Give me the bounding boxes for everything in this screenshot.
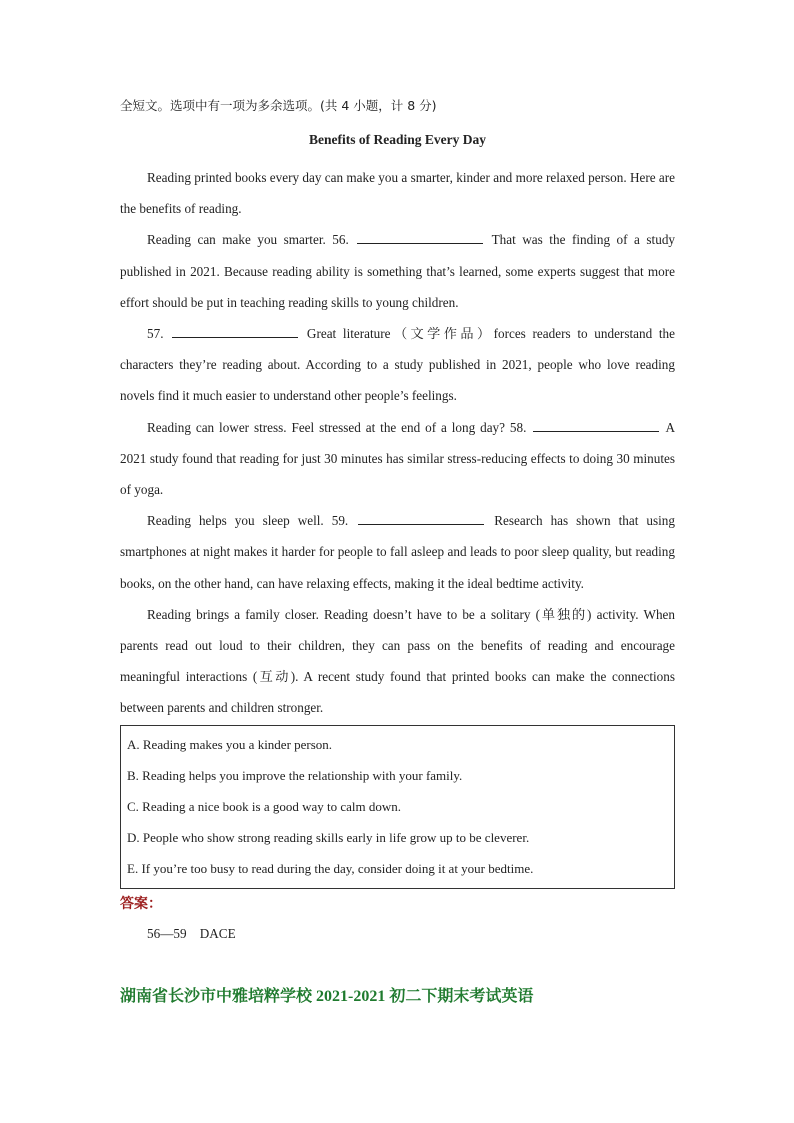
paragraph-5-start: Reading helps you sleep well. 59.: [147, 513, 349, 529]
answer-label: 答案：: [120, 895, 162, 912]
passage-title: Benefits of Reading Every Day: [309, 132, 486, 147]
paragraph-4-start: Reading can lower stress. Feel stressed at the end of a long day? 58.: [147, 419, 527, 435]
option-a: A. Reading makes you a kinder person.: [127, 736, 333, 752]
paragraph-2: [120, 224, 675, 318]
paragraph-4-rest: A 2021 study found that reading for just 30 minutes has similar stress-reducing effects to doing 30 minutes of yoga.: [120, 419, 676, 498]
paragraph-1: Reading printed books every day can make you a smarter, kinder and more relaxed person. Here are the benefits of reading.: [120, 170, 675, 217]
option-c: C. Reading a nice book is a good way to calm down.: [127, 799, 402, 815]
paragraph-3: [120, 318, 675, 412]
options-box: [120, 725, 675, 889]
paragraph-6: Reading brings a family closer. Reading doesn’t have to be a solitary (单独的) activity. When parents read out loud to their children, they can pass on the benefits of reading and encourage meaningful interactions (互动). A recent study found that printed books can make the connections between parents and children stronger.: [120, 606, 675, 716]
blank-59: [358, 512, 484, 525]
paragraph-4: [120, 412, 675, 506]
paragraph-5: [120, 505, 675, 599]
blank-58: [533, 419, 659, 432]
paragraph-3-start: 57.: [147, 326, 164, 342]
paragraph-5-rest: Research has shown that using smartphones at night makes it harder for people to fall asleep and leads to poor sleep quality, but reading books, on the other hand, can have relaxing effects, making it the ideal bedtime activity.: [120, 513, 675, 591]
option-e: E. If you’re too busy to read during the day, consider doing it at your bedtime.: [127, 861, 534, 877]
paragraph-2-rest: That was the finding of a study published in 2021. Because reading ability is something that’s learned, some experts suggest that more effort should be put in teaching reading skills to young children.: [120, 232, 676, 310]
instructions: 全短文。选项中有一项为多余选项。(共 4 小题，计 8 分): [120, 98, 437, 113]
option-b: B. Reading helps you improve the relationship with your family.: [127, 767, 463, 783]
source-heading: 湖南省长沙市中雅培粹学校 2021-2021 初二下期末考试英语: [120, 987, 534, 1005]
blank-57: [172, 325, 298, 338]
answer-text: 56—59 DACE: [147, 925, 236, 941]
blank-56: [357, 231, 483, 244]
document-page: [120, 96, 675, 1009]
paragraph-3-rest: Great literature（文学作品）forces readers to understand the characters they’re reading about. According to a study published in 2021, people who love reading novels find it much easier to understand other people’s feelings.: [120, 326, 675, 404]
option-d: D. People who show strong reading skills early in life grow up to be cleverer.: [127, 830, 530, 846]
paragraph-2-start: Reading can make you smarter. 56.: [147, 232, 349, 248]
